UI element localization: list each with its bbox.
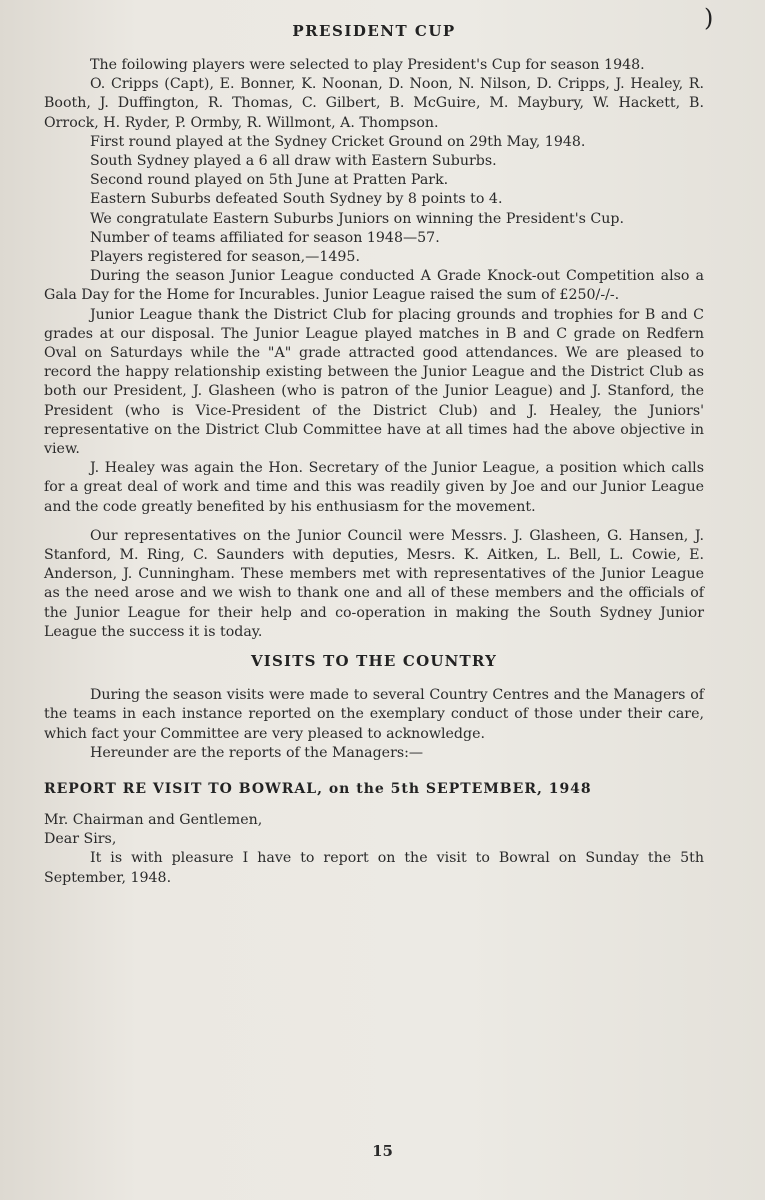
corner-mark: ) (704, 4, 714, 32)
paragraph-players: O. Cripps (Capt), E. Bonner, K. Noonan, D. Noon, N. Nilson, D. Cripps, J. Healey, R. Booth, J. Duffington, R. Thomas, C. Gilbert, B. McGuire, M. Maybury, W. Hackett, B. Orrock, H. Ryder, P. Ormby, R. Willmont, A. Thompson. (44, 76, 704, 131)
paragraph-selection: The foilowing players were selected to play President's Cup for season 1948. (90, 57, 645, 73)
paragraph-result: Eastern Suburbs defeated South Sydney by 8 points to 4. (90, 191, 503, 208)
page-title: PRESIDENT CUP (292, 22, 456, 40)
report-body: It is with pleasure I have to report on the visit to Bowral on Sunday the 5th September, 1948. (44, 850, 704, 886)
salutation-chairman: Mr. Chairman and Gentlemen, (44, 811, 263, 828)
paragraph-secretary: J. Healey was again the Hon. Secretary of the Junior League, a position which calls for a great deal of work and time and this was readily given by Joe and our Junior League and the code greatly benefited by his enthusiasm for the movement. (44, 460, 704, 515)
paragraph-reports-intro: Hereunder are the reports of the Managers:— (90, 744, 424, 761)
paragraph-council: Our representatives on the Junior Council were Messrs. J. Glasheen, G. Hansen, J. Stanford, M. Ring, C. Saunders with deputies, Mesrs. K. Aitken, L. Bell, L. Cowie, E. Anderson, J. Cunningham. These members met with representatives of the Junior League as the need arose and we wish to thank one and all of these members and the officials of the Junior League for their help and co-operation in making the South Sydney Junior League the success it is today. (44, 527, 704, 640)
paragraph-players-registered: Players registered for season,—1495. (90, 249, 360, 266)
page-number: 15 (372, 1142, 393, 1160)
paragraph-visits: During the season visits were made to several Country Centres and the Managers of the teams in each instance reported on the exemplary conduct of those under their care, which fact your Committee are very pleased to acknowledge. (44, 687, 704, 742)
section-heading-visits: VISITS TO THE COUNTRY (250, 652, 498, 671)
report-heading: REPORT RE VISIT TO BOWRAL, on the 5th SEPTEMBER, 1948 (44, 780, 592, 797)
salutation-sirs: Dear Sirs, (44, 831, 117, 848)
paragraph-draw: South Sydney played a 6 all draw with Eastern Suburbs. (90, 153, 497, 170)
paragraph-district-club: Junior League thank the District Club for placing grounds and trophies for B and C grades at our disposal. The Junior League played matches in B and C grade on Redfern Oval on Saturdays while the "A" grade attracted good attendances. We are pleased to record the happy relationship existing between the Junior League and the District Club as both our President, J. Glasheen (who is patron of the Junior League) and J. Stanford, the President (who is Vice-President of the District Club) and J. Healey, the Juniors' representative on the District Club Committee have at all times had the above objective in view. (44, 306, 704, 458)
page-content (44, 22, 704, 888)
paragraph-first-round: First round played at the Sydney Cricket Ground on 29th May, 1948. (90, 133, 586, 150)
paragraph-knockout: During the season Junior League conducted A Grade Knock-out Competition also a Gala Day for the Home for Incurables. Junior League raised the sum of £250/-/-. (44, 268, 704, 304)
paragraph-second-round: Second round played on 5th June at Pratten Park. (90, 172, 449, 189)
paragraph-congratulations: We congratulate Eastern Suburbs Juniors on winning the President's Cup. (90, 210, 624, 227)
paragraph-teams: Number of teams affiliated for season 1948—57. (90, 229, 440, 246)
